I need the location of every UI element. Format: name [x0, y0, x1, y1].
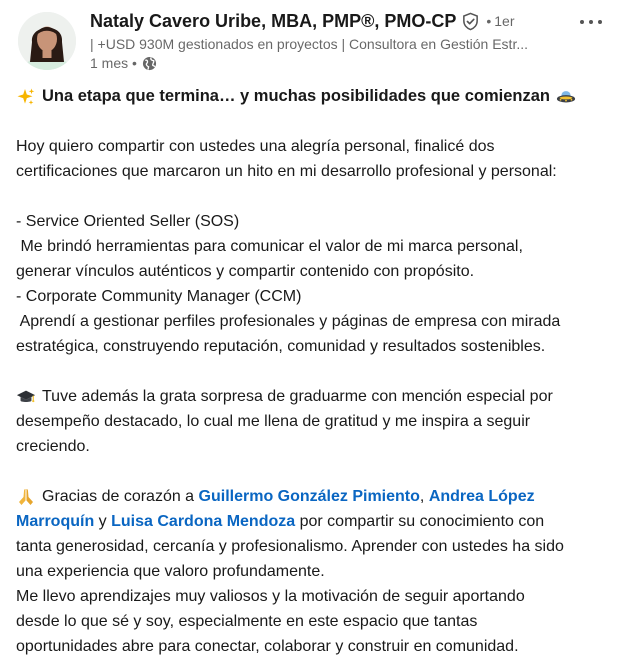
author-name-row	[90, 8, 609, 34]
mention-link[interactable]: Guillermo González Pimiento	[198, 488, 420, 505]
spacer	[16, 459, 612, 484]
conjunction: y	[98, 513, 107, 530]
graduation-line: desempeño destacado, lo cual me llena de gratitud y me inspira a seguir	[16, 413, 531, 430]
post-time: 1 mes •	[90, 55, 137, 71]
closing-line: desde lo que sé y soy, especialmente en este espacio que tantas	[16, 613, 478, 630]
cert-2-desc: Aprendí a gestionar perfiles profesionales y páginas de empresa con mirada	[16, 313, 561, 330]
mention-link[interactable]: Luisa Cardona Mendoza	[111, 513, 296, 530]
post-title-line	[16, 84, 612, 109]
closing-line: Me llevo aprendizajes muy valiosos y la motivación de seguir aportando	[16, 588, 525, 605]
cert-1-desc: generar vínculos auténticos y compartir contenido con propósito.	[16, 263, 475, 280]
post-time-row	[90, 53, 609, 73]
verified-shield-icon	[461, 12, 480, 31]
mention-link[interactable]: Marroquín	[16, 513, 95, 530]
separator-comma: ,	[419, 488, 425, 505]
cert-1-title: - Service Oriented Seller (SOS)	[16, 213, 240, 230]
thanks-line: tanta generosidad, cercanía y profesionalismo. Aprender con ustedes ha sido	[16, 538, 564, 555]
author-name[interactable]: Nataly Cavero Uribe, MBA, PMP®, PMO-CP	[90, 10, 457, 31]
globe-icon	[142, 56, 157, 71]
degree-label: 1er	[494, 13, 515, 29]
graduation-line: creciendo.	[16, 438, 90, 455]
thanks-line	[16, 509, 612, 534]
thanks-line: una experiencia que valoro profundamente.	[16, 563, 325, 580]
graduation-line	[16, 384, 612, 409]
graduation-cap-icon	[16, 387, 36, 407]
post-title: Una etapa que termina… y muchas posibilidades que comienzan	[42, 87, 550, 105]
cert-1-desc: Me brindó herramientas para comunicar el valor de mi marca personal,	[16, 238, 523, 255]
avatar-photo	[18, 12, 76, 70]
spacer	[16, 184, 612, 209]
author-avatar[interactable]	[18, 12, 76, 70]
mention-link[interactable]: Andrea López	[428, 488, 535, 505]
sparkles-icon	[16, 87, 36, 107]
thanks-line	[16, 484, 612, 509]
thanks-suffix: por compartir su conocimiento con	[299, 513, 545, 530]
post-header	[14, 8, 609, 78]
graduation-text: Tuve además la grata sorpresa de graduarme con mención especial por	[42, 388, 553, 405]
flying-saucer-icon	[556, 87, 576, 107]
post-content	[16, 84, 612, 659]
spacer	[16, 359, 612, 384]
more-options-icon[interactable]	[577, 12, 605, 32]
cert-2-desc: estratégica, construyendo reputación, comunidad y resultados sostenibles.	[16, 338, 546, 355]
thanks-prefix: Gracias de corazón a	[42, 488, 195, 505]
intro-line: certificaciones que marcaron un hito en mi desarrollo profesional y personal:	[16, 163, 557, 180]
intro-line: Hoy quiero compartir con ustedes una alegría personal, finalicé dos	[16, 138, 495, 155]
cert-2-title: - Corporate Community Manager (CCM)	[16, 288, 302, 305]
closing-line: oportunidades abre para conectar, colaborar y construir en comunidad.	[16, 638, 519, 655]
author-meta	[90, 8, 609, 73]
author-headline: | +USD 930M gestionados en proyectos | Consultora en Gestión Estr...	[90, 36, 529, 52]
connection-degree: • 1er	[486, 13, 515, 29]
praying-hands-icon	[16, 487, 36, 507]
spacer	[16, 109, 612, 134]
